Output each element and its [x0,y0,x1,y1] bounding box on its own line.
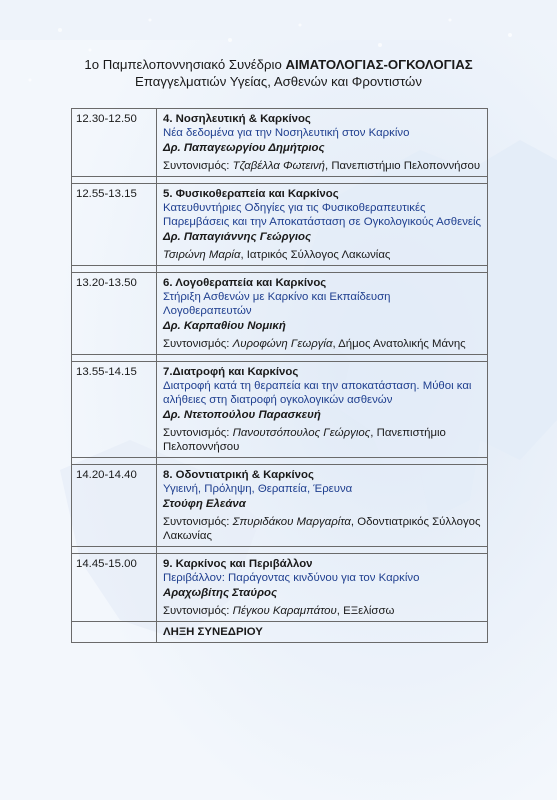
session-title: 6. Λογοθεραπεία και Καρκίνος [163,276,327,289]
session-row [72,361,488,457]
talk-title: Υγιεινή, Πρόληψη, Θεραπεία, Έρευνα [163,483,353,496]
session-time: 13.20-13.50 [72,272,157,354]
spacer-cell [72,458,157,465]
coord-org: , Δήμος Ανατολικής Μάνης [332,337,466,350]
coord-label: Συντονισμός: [163,159,233,172]
coord-org: , ΕΞελίσσω [336,604,395,617]
end-label: ΛΗΞΗ ΣΥΝΕΔΡΙΟΥ [157,621,488,642]
session-details [157,272,488,354]
coord-org: , Πανεπιστήμιο Πελοποννήσου [163,426,446,453]
row-spacer [72,547,488,554]
coord-name: Πέγκου Καραμπάτου [232,604,337,617]
coord-name: Τζαβέλλα Φωτεινή [232,159,325,172]
coord-org: , Οδοντιατρικός Σύλλογος Λακωνίας [163,515,481,542]
schedule-table [71,108,488,643]
coordination [163,159,481,173]
session-time: 12.30-12.50 [72,109,157,177]
spacer-cell [157,265,488,272]
coordination [163,515,481,543]
coord-name: Τσιρώνη Μαρία [163,248,241,261]
session-time: 14.20-14.40 [72,465,157,547]
coord-org: , Πανεπιστήμιο Πελοποννήσου [324,159,481,172]
spacer-cell [72,354,157,361]
header-line-2: Επαγγελματιών Υγείας, Ασθενών και Φροντιστών [135,74,422,89]
speaker-name: Αραχωβίτης Σταύρος [163,587,278,600]
coord-org: , Ιατρικός Σύλλογος Λακωνίας [240,248,391,261]
end-row [72,621,488,642]
coord-label: Συντονισμός: [163,515,233,528]
talk-title: Περιβάλλον: Παράγοντας κινδύνου για τον Καρκίνο [163,572,420,585]
session-details [157,361,488,457]
spacer-cell [157,176,488,183]
session-details [157,465,488,547]
spacer-cell [72,547,157,554]
coordination [163,426,481,454]
session-time: 14.45-15.00 [72,554,157,622]
session-row [72,183,488,265]
row-spacer [72,458,488,465]
coordination [163,248,481,262]
coord-label: Συντονισμός: [163,337,233,350]
coordination [163,604,481,618]
spacer-cell [157,458,488,465]
speaker-name: Δρ. Παπαγεωργίου Δημήτριος [163,142,325,155]
row-spacer [72,176,488,183]
session-title: 7.Διατροφή και Καρκίνος [163,365,299,378]
session-row [72,272,488,354]
session-details [157,109,488,177]
session-details [157,554,488,622]
session-details [157,183,488,265]
coordination [163,337,481,351]
speaker-name: Δρ. Καρπαθίου Νομική [163,320,286,333]
row-spacer [72,354,488,361]
conference-header [0,56,557,90]
header-bold-title: ΑΙΜΑΤΟΛΟΓΙΑΣ-ΟΓΚΟΛΟΓΙΑΣ [285,57,473,72]
spacer-cell [72,265,157,272]
header-line-1 [0,56,557,73]
session-row [72,554,488,622]
speaker-name: Στούφη Ελεάνα [163,498,246,511]
header-prefix: 1ο Παμπελοποννησιακό Συνέδριο [84,57,286,72]
session-row [72,465,488,547]
talk-title: Στήριξη Ασθενών με Καρκίνο και Εκπαίδευση Λογοθεραπευτών [163,291,391,318]
session-title: 4. Νοσηλευτική & Καρκίνος [163,113,311,125]
session-title: 5. Φυσικοθεραπεία και Καρκίνος [163,187,339,200]
spacer-cell [157,354,488,361]
speaker-name: Δρ. Παπαγιάννης Γεώργιος [163,231,312,244]
spacer-cell [157,547,488,554]
coord-name: Σπυριδάκου Μαργαρίτα [232,515,351,528]
coord-name: Λυροφώνη Γεωργία [232,337,333,350]
talk-title: Διατροφή κατά τη θεραπεία και την αποκατάσταση. Μύθοι και αλήθειες στη διατροφή ογκολογικών ασθενών [163,380,472,407]
session-title: 9. Καρκίνος και Περιβάλλον [163,558,313,571]
talk-title: Νέα δεδομένα για την Νοσηλευτική στον Καρκίνο [163,127,410,140]
coord-label: Συντονισμός: [163,426,233,439]
session-time: 12.55-13.15 [72,183,157,265]
coord-name: Πανουτσόπουλος Γεώργιος [232,426,371,439]
speaker-name: Δρ. Ντετοπούλου Παρασκευή [163,409,321,422]
session-title: 8. Οδοντιατρική & Καρκίνος [163,469,314,482]
row-spacer [72,265,488,272]
talk-title: Κατευθυντήριες Οδηγίες για τις Φυσικοθεραπευτικές Παρεμβάσεις και την Αποκατάσταση σε Ογκολογικούς Ασθενείς [163,202,482,229]
end-time-cell [72,621,157,642]
spacer-cell [72,176,157,183]
coord-label: Συντονισμός: [163,604,233,617]
session-time: 13.55-14.15 [72,361,157,457]
session-row [72,109,488,177]
